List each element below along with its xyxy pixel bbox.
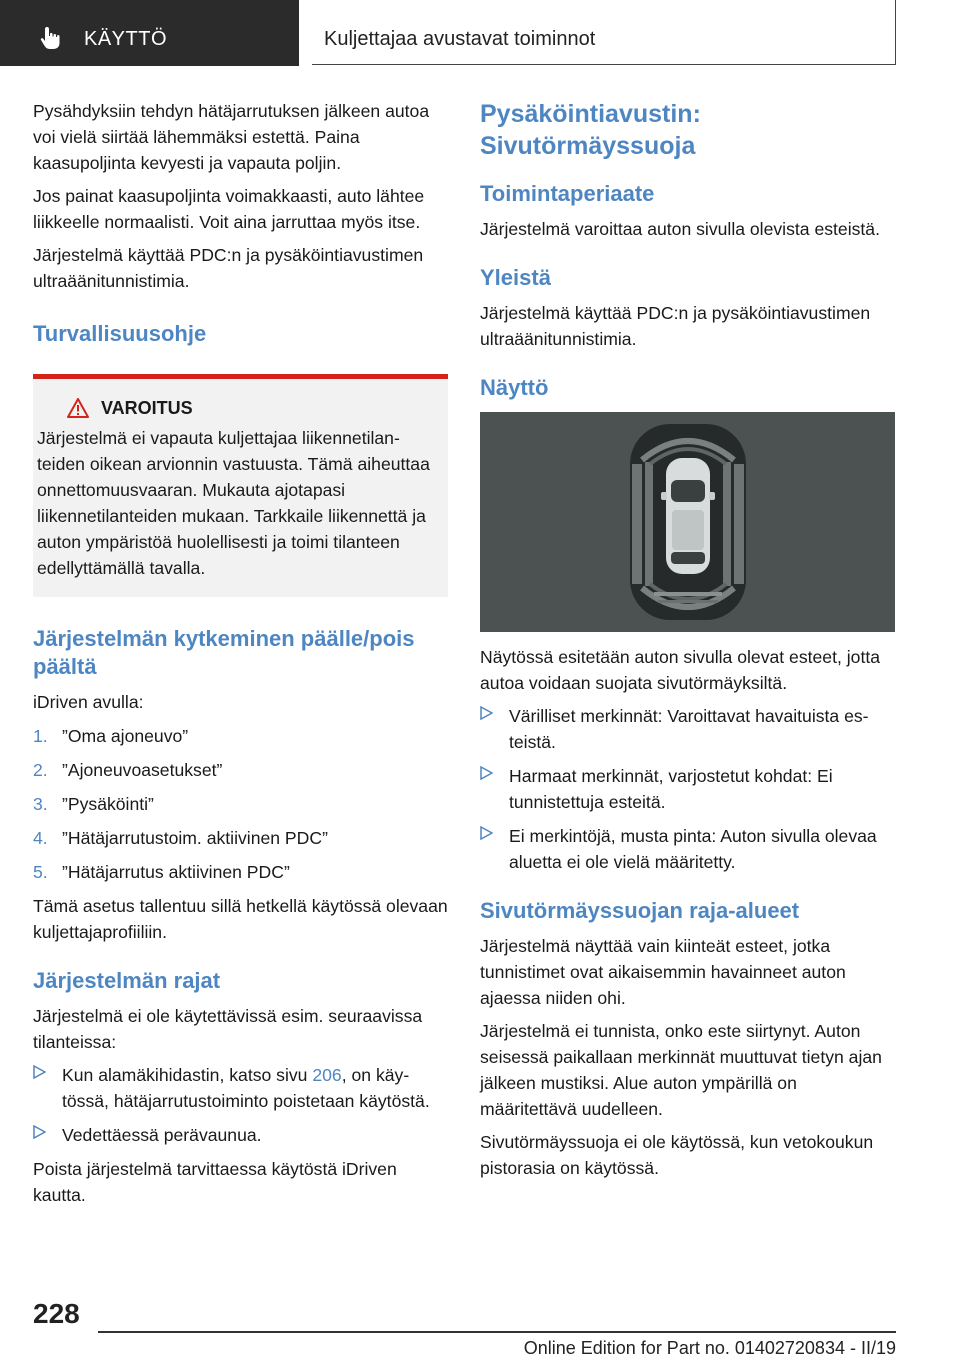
warning-body: Järjestelmä ei vapauta kuljettajaa liikennetilanteiden oikean arvionnin vastuusta. Tämä aiheuttaa onnettomuusvaaran. Mukauta ajotapasi liikennetilanteiden mukaan. Tarkkaile liikennettä ja auton ympäristöä huolellisesti ja toimi tilanteen edellyttämällä tavalla. [37,428,430,578]
list-item-text: Harmaat merkinnät, varjostetut kohdat: Ei tunnistettuja esteitä. [509,766,833,812]
step-text: ”Hätäjarrutus aktiivinen PDC” [62,862,290,882]
steps-list [33,723,448,885]
section-tab-label: KÄYTTÖ [84,28,168,50]
limits-list [33,1062,448,1148]
bullet-triangle-icon [33,1125,46,1139]
footer-edition: Online Edition for Part no. 01402720834 - II/19 [523,1338,896,1358]
bullet-triangle-icon [480,826,493,840]
list-item-text: Värilliset merkinnät: Varoittavat havaituista esteistä. [509,706,869,752]
list-item-text: Ei merkintöjä, musta pinta: Auton sivulla olevaa aluetta ei ole vielä määritetty. [509,826,877,872]
switch-heading: Järjestelmän kytkeminen päälle/pois päältä [33,626,415,679]
paragraph: Järjestelmä ei ole käytettävissä esim. seuraavissa tilanteissa: [33,1006,423,1052]
paragraph: Tämä asetus tallentuu sillä hetkellä käytössä olevaan kuljettajaprofiiliin. [33,896,448,942]
step-number: 3. [33,794,48,814]
list-item [33,1062,448,1114]
list-item [33,723,448,749]
chapter-header [312,0,896,65]
step-number: 5. [33,862,48,882]
bullet-triangle-icon [33,1065,46,1079]
paragraph: Järjestelmä käyttää PDC:n ja pysäköintiavustimen ultraäänitunnistimia. [33,245,424,291]
step-number: 1. [33,726,48,746]
paragraph: Järjestelmä näyttää vain kiinteät esteet, jotka tunnistimet ovat aikaisemmin havainneet auton ajaessa niiden ohi. [480,936,846,1008]
list-item [33,757,448,783]
warning-box [33,374,448,597]
display-list [480,703,896,875]
step-text: ”Oma ajoneuvo” [62,726,189,746]
general-heading: Yleistä [480,265,551,290]
left-column [33,98,448,1215]
safety-heading: Turvallisuusohje [33,321,207,346]
hand-icon [40,26,62,50]
list-item [33,1122,448,1148]
right-column [480,98,896,1188]
principle-heading: Toimintaperiaate [480,181,655,206]
list-item [480,703,896,755]
list-item [480,823,896,875]
warning-title-row [67,395,436,421]
step-number: 4. [33,828,48,848]
paragraph: Jos painat kaasupoljinta voimakkaasti, auto lähtee liikkeelle normaalisti. Voit aina jarruttaa myös itse. [33,186,425,232]
paragraph: Näytössä esitetään auton sivulla olevat esteet, jotta autoa voidaan suojata sivutörmäyksiltä. [480,647,881,693]
paragraph: Sivutörmäyssuoja ei ole käytössä, kun vetokoukun pistorasia on käytössä. [480,1132,874,1178]
warning-triangle-icon [67,398,89,418]
limits-heading: Järjestelmän rajat [33,968,221,993]
bullet-triangle-icon [480,766,493,780]
step-number: 2. [33,760,48,780]
step-text: ”Pysäköinti” [62,794,154,814]
paragraph: Poista järjestelmä tarvittaessa käytöstä iDriven kautta. [33,1159,397,1205]
list-item [480,763,896,815]
list-item-text: , on käytössä, hätäjarrutustoiminto poistetaan käytöstä. [62,1065,430,1111]
list-item [33,791,448,817]
bullet-triangle-icon [480,706,493,720]
list-item-text: Vedettäessä perävaunua. [62,1125,262,1145]
list-item [33,859,448,885]
paragraph: Järjestelmä ei tunnista, onko este siirtynyt. Auton seisessä paikallaan merkinnät muuttuvat tietyn ajan jälkeen mustiksi. Alue auton ympärillä on määritettävä uudelleen. [480,1021,882,1119]
car-top-view-illustration [480,412,895,632]
paragraph: Järjestelmä varoittaa auton sivulla olevista esteistä. [480,219,880,239]
paragraph: Järjestelmä käyttää PDC:n ja pysäköintiavustimen ultraäänitunnistimia. [480,303,871,349]
list-item [33,825,448,851]
area-heading: Sivutörmäyssuojan raja-alueet [480,898,800,923]
step-text: ”Ajoneuvoasetukset” [62,760,223,780]
section-tab [0,0,299,66]
chapter-title: Kuljettajaa avustavat toiminnot [324,28,596,50]
main-heading: Pysäköintiavustin: Sivutörmäyssuoja [480,100,701,160]
page-link[interactable]: 206 [312,1065,342,1085]
display-heading: Näyttö [480,375,549,400]
side-protection-display-image [480,412,895,632]
paragraph: Pysähdyksiin tehdyn hätäjarrutuksen jälkeen autoa voi vielä siirtää lähemmäksi estettä. Paina kaasupoljinta kevyesti ja vapauta poljin. [33,101,430,173]
warning-title: VAROITUS [101,398,193,418]
list-item-text: Kun alamäkihidastin, katso sivu [62,1065,313,1085]
page-number: 228 [33,1298,80,1329]
step-text: ”Hätäjarrutustoim. aktiivinen PDC” [62,828,328,848]
footer-divider [98,1331,896,1333]
paragraph: iDriven avulla: [33,692,144,712]
